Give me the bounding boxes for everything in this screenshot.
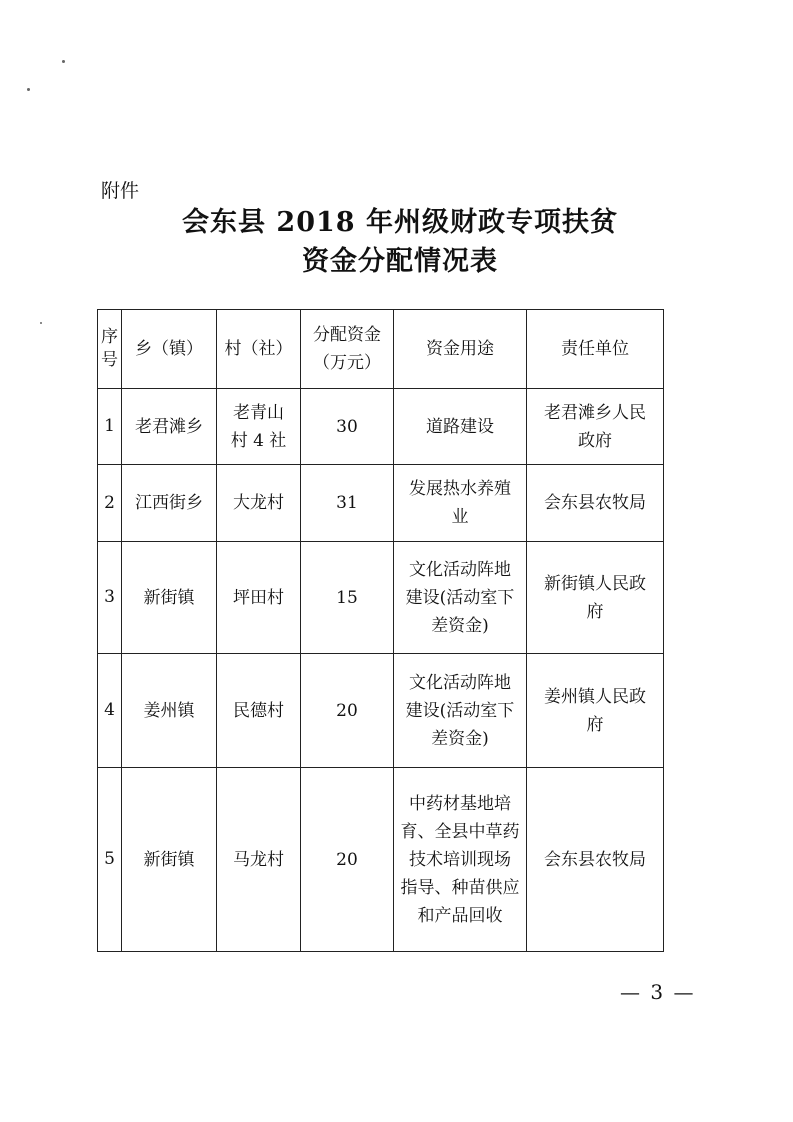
document-title-line-1: 会东县 2018 年州级财政专项扶贫: [182, 207, 618, 238]
row-seq: 5: [98, 768, 122, 952]
row-township: 老君滩乡: [122, 389, 217, 465]
row-usage: 文化活动阵地 建设(活动室下 差资金): [394, 654, 527, 768]
row-unit: 会东县农牧局: [527, 768, 664, 952]
row-village: 大龙村: [217, 465, 301, 542]
row-usage: 道路建设: [394, 389, 527, 465]
page-number: — 3 —: [620, 980, 696, 1004]
row-village: 老青山 村 4 社: [217, 389, 301, 465]
header-township: 乡（镇）: [122, 310, 217, 389]
row-usage: 发展热水养殖 业: [394, 465, 527, 542]
attachment-label: 附件: [101, 180, 140, 202]
table-row: [98, 465, 664, 542]
row-amount: 31: [301, 465, 394, 542]
scan-speck: [27, 88, 30, 91]
scan-speck: [62, 60, 65, 63]
table-header-row: [98, 310, 664, 389]
allocation-table: [97, 309, 664, 952]
row-unit: 会东县农牧局: [527, 465, 664, 542]
table-row: [98, 389, 664, 465]
table-row: [98, 768, 664, 952]
row-unit: 新街镇人民政 府: [527, 542, 664, 654]
row-village: 民德村: [217, 654, 301, 768]
row-seq: 1: [98, 389, 122, 465]
row-unit: 姜州镇人民政 府: [527, 654, 664, 768]
table-row: [98, 542, 664, 654]
row-village: 马龙村: [217, 768, 301, 952]
row-amount: 30: [301, 389, 394, 465]
table-row: [98, 654, 664, 768]
row-township: 江西街乡: [122, 465, 217, 542]
row-village: 坪田村: [217, 542, 301, 654]
row-seq: 2: [98, 465, 122, 542]
header-unit: 责任单位: [527, 310, 664, 389]
row-township: 新街镇: [122, 542, 217, 654]
row-township: 姜州镇: [122, 654, 217, 768]
scan-speck: [40, 322, 42, 324]
header-seq: 序 号: [98, 310, 122, 389]
row-amount: 20: [301, 768, 394, 952]
document-title-line-2: 资金分配情况表: [302, 246, 498, 277]
row-seq: 4: [98, 654, 122, 768]
row-unit: 老君滩乡人民 政府: [527, 389, 664, 465]
header-usage: 资金用途: [394, 310, 527, 389]
row-seq: 3: [98, 542, 122, 654]
row-amount: 20: [301, 654, 394, 768]
row-usage: 文化活动阵地 建设(活动室下 差资金): [394, 542, 527, 654]
row-amount: 15: [301, 542, 394, 654]
header-village: 村（社）: [217, 310, 301, 389]
header-amount: 分配资金 （万元）: [301, 310, 394, 389]
row-usage: 中药材基地培 育、全县中草药 技术培训现场 指导、种苗供应 和产品回收: [394, 768, 527, 952]
row-township: 新街镇: [122, 768, 217, 952]
